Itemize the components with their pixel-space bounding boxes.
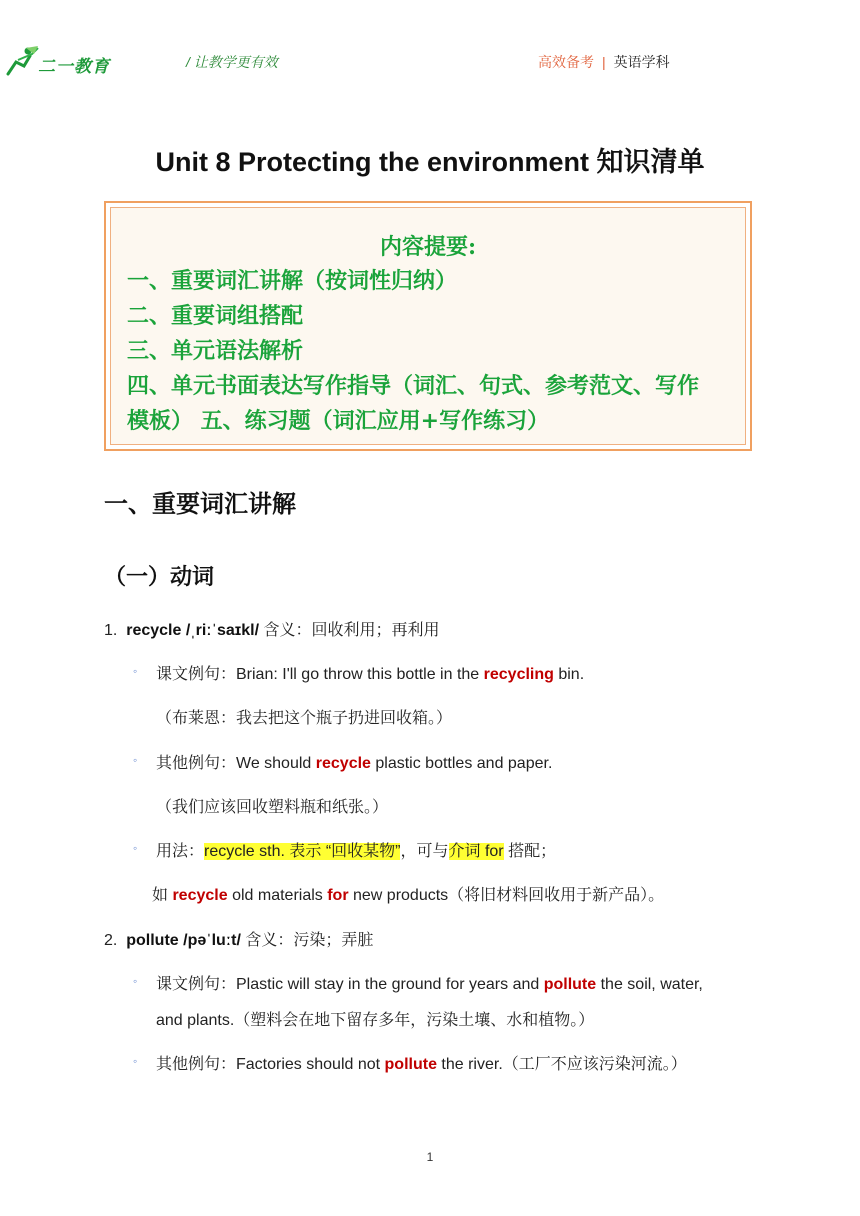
keyword: for [327, 887, 349, 904]
item-meaning: 含义：回收利用；再利用 [263, 622, 440, 639]
example-text: 其他例句：Factories should not [156, 1056, 385, 1073]
slogan: / 让教学更有效 [186, 54, 278, 70]
summary-box [104, 201, 752, 451]
other-example [156, 750, 552, 773]
keyword: recycle [315, 755, 371, 772]
usage-text: old materials [227, 887, 328, 904]
bullet-icon: ◦ [133, 841, 138, 855]
summary-heading: 内容提要: [379, 234, 477, 260]
header-right [538, 52, 670, 72]
usage-text: new products（将旧材料回收用于新产品）。 [348, 887, 665, 904]
vocab-item-recycle [104, 617, 439, 640]
usage-text: 搭配； [503, 843, 557, 860]
usage-text: ，可与 [400, 843, 449, 860]
vocab-item-pollute [104, 927, 373, 950]
summary-line: 四、单元书面表达写作指导（词汇、句式、参考范文、写作 [127, 373, 700, 399]
summary-line: 二、重要词组搭配 [127, 303, 304, 329]
textbook-example [156, 661, 584, 684]
summary-line: 一、重要词汇讲解（按词性归纳） [127, 268, 458, 294]
example-translation: （我们应该回收塑料瓶和纸张。） [156, 799, 389, 816]
keyword: pollute [543, 976, 597, 993]
example-text: 其他例句：We should [156, 755, 316, 772]
highlight: recycle sth. 表示 “回收某物” [204, 843, 401, 860]
exam-tag: 高效备考 [538, 54, 594, 70]
bullet-icon: ◦ [133, 753, 138, 767]
page-title: Unit 8 Protecting the environment 知识清单 [155, 147, 705, 177]
item-word: recycle /ˌriːˈsaɪkl/ [126, 622, 260, 639]
item-number: 2. [104, 932, 118, 949]
example-text: 课文例句：Plastic will stay in the ground for years and [156, 976, 544, 993]
textbook-example [156, 971, 703, 994]
usage-label: 用法： [156, 843, 205, 860]
bullet-icon: ◦ [133, 974, 138, 988]
example-text: the soil, water, [596, 976, 703, 993]
keyword: pollute [384, 1056, 437, 1073]
header-separator: | [602, 54, 606, 70]
section-heading: 一、重要词汇讲解 [104, 491, 296, 518]
summary-line: 模板） 五、练习题（词汇应用+写作练习） [127, 408, 550, 434]
example-text: plastic bottles and paper. [370, 755, 553, 772]
usage-example [152, 882, 664, 905]
example-translation: （布莱恩：我去把这个瓶子扔进回收箱。） [156, 710, 453, 727]
summary-line: 三、单元语法解析 [127, 338, 304, 364]
other-example [156, 1051, 687, 1074]
example-text: the river.（工厂不应该污染河流。） [436, 1056, 687, 1073]
item-word: pollute /pəˈluːt/ [126, 932, 241, 949]
brand-name: 二一教育 [38, 57, 110, 76]
subsection-heading: （一）动词 [104, 564, 215, 589]
keyword: recycling [483, 666, 554, 683]
item-meaning: 含义：污染；弄脏 [245, 932, 374, 949]
highlight: 介词 for [448, 843, 504, 860]
summary-box-inner [110, 207, 746, 445]
example-text: bin. [553, 666, 585, 683]
subject-label: 英语学科 [613, 54, 670, 70]
example-continuation: and plants.（塑料会在地下留存多年，污染土壤、水和植物。） [156, 1012, 595, 1029]
bullet-icon: ◦ [133, 664, 138, 678]
bullet-icon: ◦ [133, 1054, 138, 1068]
usage-text: 如 [152, 887, 173, 904]
item-number: 1. [104, 622, 118, 639]
usage-note [156, 838, 556, 861]
page-number: 1 [426, 1150, 434, 1164]
keyword: recycle [172, 887, 228, 904]
example-text: 课文例句：Brian: I'll go throw this bottle in the [156, 666, 484, 683]
